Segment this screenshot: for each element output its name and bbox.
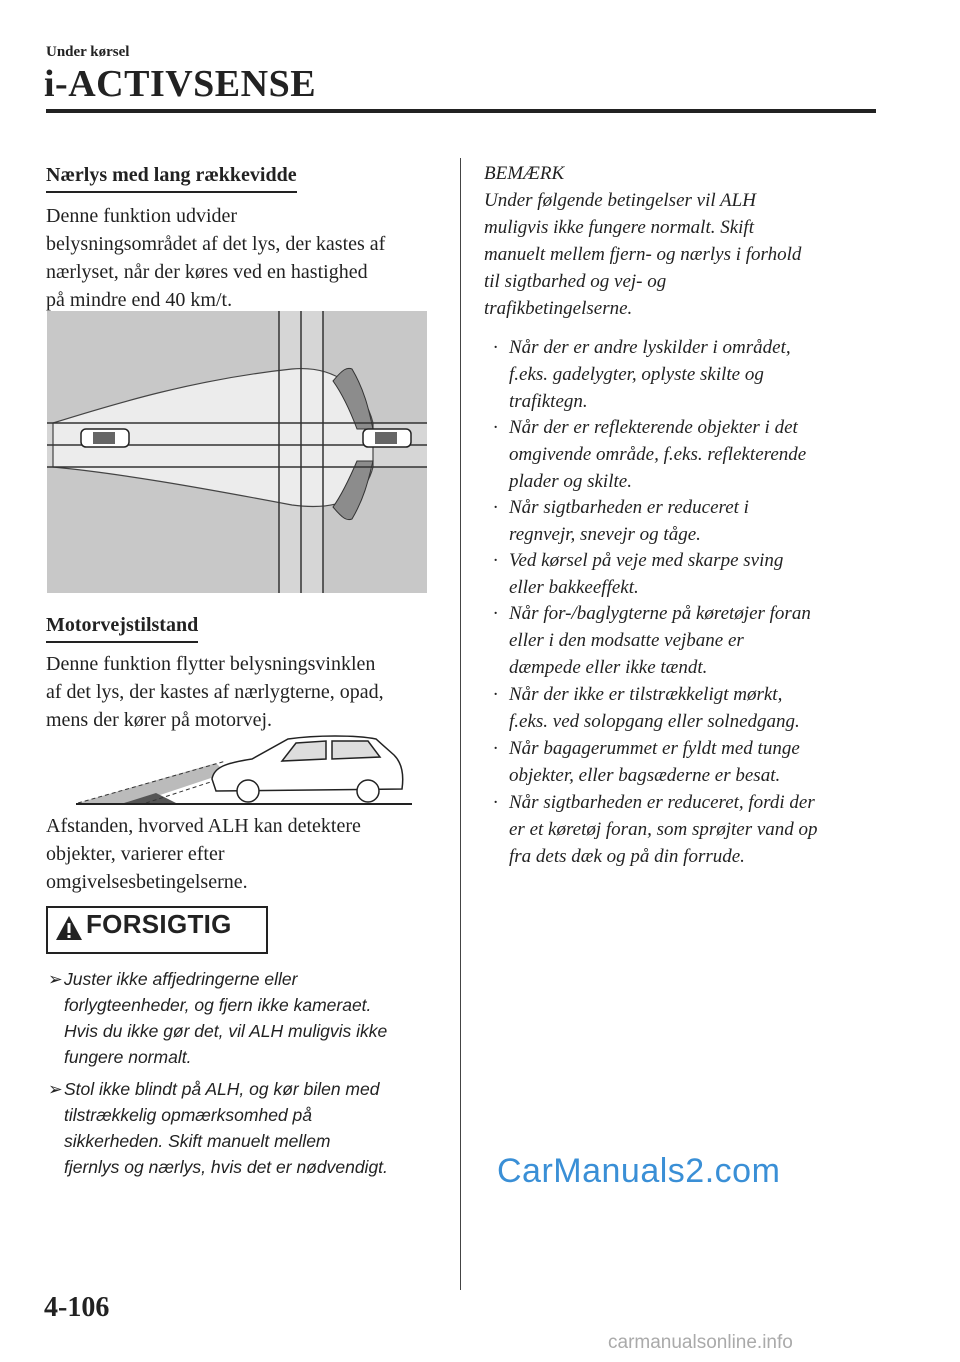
text-line: fra dets dæk og på din forrude. <box>509 846 745 867</box>
bullet-dot-icon: · <box>493 684 498 705</box>
text-line: af det lys, der kastes af nærlygterne, opad, <box>46 681 384 703</box>
page-number: 4-106 <box>44 1292 110 1323</box>
list-item <box>493 681 883 735</box>
near-light-text <box>46 202 446 314</box>
text-line: Ved kørsel på veje med skarpe sving <box>509 550 784 571</box>
text-line: Når der ikke er tilstrækkeligt mørkt, <box>509 684 783 705</box>
text-line: Under følgende betingelser vil ALH <box>484 190 756 211</box>
text-line: Når der er reflekterende objekter i det <box>509 417 798 438</box>
list-item <box>493 547 883 601</box>
bullet-dot-icon: · <box>493 497 498 518</box>
column-divider <box>460 158 461 1290</box>
text-line: forlygteenheder, og fjern ikke kameraet. <box>64 995 372 1015</box>
section-heading-motorway: Motorvejstilstand <box>46 614 198 643</box>
text-line: belysningsområdet af det lys, der kastes af <box>46 233 386 255</box>
text-line: Juster ikke affjedringerne eller <box>64 969 298 989</box>
text-line: Når der er andre lyskilder i området, <box>509 337 791 358</box>
text-line: mens der kører på motorvej. <box>46 709 273 731</box>
list-item <box>493 600 883 681</box>
text-line: Afstanden, hvorved ALH kan detektere <box>46 815 361 837</box>
text-line: plader og skilte. <box>509 471 632 492</box>
text-line: objekter, eller bagsæderne er besat. <box>509 765 781 786</box>
text-line: trafikbetingelserne. <box>484 298 633 319</box>
motorway-text <box>46 650 456 734</box>
text-line: tilstrækkelig opmærksomhed på <box>64 1105 313 1125</box>
chapter-title: i-ACTIVSENSE <box>44 63 317 105</box>
text-line: regnvejr, snevejr og tåge. <box>509 524 701 545</box>
text-line: på mindre end 40 km/t. <box>46 289 233 311</box>
note-title: BEMÆRK <box>484 163 565 184</box>
bullet-dot-icon: · <box>493 337 498 358</box>
text-line: f.eks. ved solopgang eller solnedgang. <box>509 711 800 732</box>
running-header-section: Under kørsel <box>46 44 130 60</box>
text-line: eller bakkeeffekt. <box>509 577 639 598</box>
text-line: til sigtbarhed og vej- og <box>484 271 667 292</box>
bullet-dot-icon: · <box>493 603 498 624</box>
footer-site-link[interactable]: carmanualsonline.info <box>608 1332 793 1353</box>
text-line: Hvis du ikke gør det, vil ALH muligvis ikke <box>64 1021 388 1041</box>
text-line: Stol ikke blindt på ALH, og kør bilen med <box>64 1079 380 1099</box>
caution-item <box>48 966 448 1070</box>
text-line: trafiktegn. <box>509 391 588 412</box>
note-block <box>484 160 884 322</box>
arrow-right-icon: ➢ <box>48 969 63 989</box>
text-line: Når sigtbarheden er reduceret, fordi der <box>509 792 815 813</box>
list-item <box>493 789 883 870</box>
text-line: Denne funktion flytter belysningsvinklen <box>46 653 376 675</box>
text-line: omgivende område, f.eks. reflekterende <box>509 444 807 465</box>
car-icon <box>212 736 403 802</box>
bullet-dot-icon: · <box>493 738 498 759</box>
text-line: f.eks. gadelygter, oplyste skilte og <box>509 364 764 385</box>
motorway-note-text <box>46 812 456 896</box>
text-line: nærlyset, når der køres ved en hastighed <box>46 261 368 283</box>
arrow-right-icon: ➢ <box>48 1079 63 1099</box>
list-item <box>493 414 883 495</box>
text-line: er et køretøj foran, som sprøjter vand op <box>509 819 818 840</box>
text-line: fungere normalt. <box>64 1047 192 1067</box>
text-line: Når bagagerummet er fyldt med tunge <box>509 738 800 759</box>
own-car-icon <box>81 429 129 447</box>
list-item <box>493 735 883 789</box>
warning-triangle-icon <box>55 914 83 942</box>
text-line: eller i den modsatte vejbane er <box>509 630 744 651</box>
bullet-dot-icon: · <box>493 417 498 438</box>
text-line: fjernlys og nærlys, hvis det er nødvendigt. <box>64 1157 388 1177</box>
text-line: objekter, varierer efter <box>46 843 225 865</box>
intersection-beam-diagram <box>47 311 427 593</box>
oncoming-car-icon <box>363 429 411 447</box>
bullet-dot-icon: · <box>493 550 498 571</box>
text-line: manuelt mellem fjern- og nærlys i forhold <box>484 244 802 265</box>
text-line: omgivelsesbetingelserne. <box>46 871 248 893</box>
header-rule <box>46 109 876 113</box>
text-line: Denne funktion udvider <box>46 205 238 227</box>
text-line: dæmpede eller ikke tændt. <box>509 657 708 678</box>
text-line: muligvis ikke fungere normalt. Skift <box>484 217 754 238</box>
section-heading-near-light: Nærlys med lang rækkevidde <box>46 164 297 193</box>
motorway-beam-diagram <box>76 733 412 805</box>
text-line: Når sigtbarheden er reduceret i <box>509 497 749 518</box>
list-item <box>493 334 883 415</box>
bullet-dot-icon: · <box>493 792 498 813</box>
caution-item <box>48 1076 448 1180</box>
text-line: sikkerheden. Skift manuelt mellem <box>64 1131 331 1151</box>
watermark-logo[interactable]: CarManuals2.com <box>497 1152 781 1190</box>
text-line: Når for-/baglygterne på køretøjer foran <box>509 603 811 624</box>
list-item <box>493 494 883 548</box>
warning-label: FORSIGTIG <box>86 909 232 939</box>
